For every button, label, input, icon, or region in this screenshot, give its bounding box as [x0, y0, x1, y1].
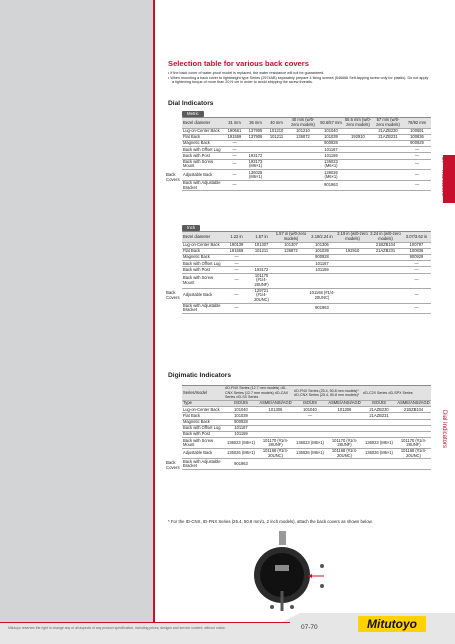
table-cell: — — [224, 273, 249, 288]
table-cell — [362, 459, 396, 470]
table-cell: 192910 — [336, 248, 369, 254]
row-label: Lug-on-Center Back — [182, 407, 224, 413]
tab-label: Indicators — [440, 170, 446, 197]
table-cell: — — [224, 261, 249, 267]
table-cell — [258, 459, 293, 470]
dial-heading: Dial Indicators — [168, 100, 214, 107]
table-cell: 136026 (M6×1) — [293, 448, 327, 459]
type-cell: ASME/ANSI/AGD — [397, 400, 430, 406]
table-cell: 101306 — [258, 407, 293, 413]
table-row — [182, 303, 431, 314]
table-cell: — — [224, 159, 245, 170]
table-cell: 101039 — [319, 134, 343, 140]
row-label: Back with Screw Mount — [182, 438, 224, 449]
table-cell: — — [224, 140, 245, 146]
header-cell: 2.19/2.24 in — [308, 232, 336, 243]
header-cell: 1.22 in — [224, 232, 249, 243]
table-cell: — — [402, 303, 431, 314]
header-cell: 1.57 in (w/0-zero models) — [275, 231, 307, 241]
header-cell: 55.6 mm (w/0-zero models) — [344, 117, 372, 127]
table-cell: — — [293, 413, 327, 419]
table-cell — [287, 170, 319, 181]
table-cell — [327, 459, 362, 470]
table-cell: 101211 — [249, 248, 274, 254]
header-cell: 78/92 mm — [403, 118, 431, 129]
table-cell: 101211 — [266, 134, 287, 140]
table-cell: 190139 — [224, 242, 249, 248]
table-cell: 193173 (M6×1) — [245, 159, 266, 170]
table-cell: — — [224, 153, 245, 159]
table-cell: — — [224, 170, 245, 181]
header-cell: 36 mm — [245, 118, 266, 129]
table-cell: 191559 — [224, 134, 245, 140]
back-covers-label-inch: Back Covers — [166, 290, 180, 300]
table-cell: 901963 — [224, 459, 258, 470]
row-label: Lug-on-Center Back — [182, 242, 224, 248]
table-cell: 900929 — [402, 254, 431, 260]
table-cell: 191559 — [224, 248, 249, 254]
row-label: Back with Post — [182, 153, 224, 159]
left-gray-margin — [0, 0, 153, 644]
table-cell: — — [403, 170, 431, 181]
table-cell: 21AZB231 — [369, 248, 402, 254]
page-title: Selection table for various back covers — [168, 59, 309, 68]
table-cell — [336, 303, 369, 314]
table-cell: 101170 (#1/4-28UNF) — [396, 438, 431, 449]
table-cell: 101306 — [308, 242, 336, 248]
table-cell: 101039 — [308, 248, 336, 254]
header-cell: 50.6/57 mm — [319, 118, 343, 129]
row-label: Back with Offset Lug — [182, 261, 224, 267]
table-cell: 101168 (#1/4-20UNC) — [308, 288, 336, 303]
table-cell: 101167 — [319, 147, 343, 153]
table-cell: — — [402, 288, 431, 303]
table-cell: 101306 — [327, 407, 362, 413]
table-row — [182, 459, 431, 470]
inch-tag: Inch — [182, 225, 200, 231]
table-cell: 100691 — [403, 128, 431, 134]
mitutoyo-logo: Mitutoyo — [358, 616, 426, 632]
table-cell: 101167 — [224, 425, 258, 431]
table-cell: — — [402, 261, 431, 267]
table-cell — [266, 180, 287, 191]
table-cell — [287, 159, 319, 170]
table-cell — [293, 459, 327, 470]
table-cell — [274, 288, 308, 303]
table-cell: 901963 — [308, 303, 336, 314]
row-label: Back with Adjustable Bracket — [182, 180, 224, 191]
row-label: Flat Back — [182, 248, 224, 254]
table-cell: 101210 — [287, 128, 319, 134]
table-cell: — — [224, 147, 245, 153]
row-label: Magnetic Back — [182, 419, 224, 425]
footnote: * For the ID-CNX, ID-FNX Series (25.4, 50.8 mm/1, 2 inch models), attach the back covers as shown below. — [168, 519, 373, 524]
table-cell: — — [224, 288, 249, 303]
table-cell: 136026 (M6×1) — [319, 170, 343, 181]
table-cell: 136026 (M6×1) — [362, 448, 396, 459]
header-cell: 40 mm (w/0-zero models) — [287, 118, 319, 129]
table-cell — [274, 303, 308, 314]
row-label: Flat Back — [182, 413, 224, 419]
table-cell: 901963 — [319, 180, 343, 191]
table-cell — [343, 159, 373, 170]
type-label: Type — [182, 401, 224, 407]
table-cell: 136025 (M6×1) — [245, 170, 266, 181]
table-cell: 101040 — [319, 128, 343, 134]
table-cell: 136026 (M6×1) — [224, 448, 258, 459]
back-covers-label-metric: Back Covers — [166, 172, 180, 182]
header-cell: 57 mm (w/0-zero models) — [373, 118, 403, 129]
table-cell: 101169 — [319, 153, 343, 159]
row-label: Lug-on-Center Back — [182, 128, 224, 134]
table-cell — [343, 180, 373, 191]
table-cell — [369, 303, 402, 314]
table-cell: 136023 (M6×1) — [293, 438, 327, 449]
table-cell: 101039 — [224, 413, 258, 419]
type-cell: ISO/JIS — [224, 401, 258, 407]
table-cell: — — [224, 180, 245, 191]
table-cell: 136872 — [287, 134, 319, 140]
table-cell — [369, 288, 402, 303]
table-row — [182, 438, 431, 449]
table-cell: 193172 — [249, 267, 274, 273]
table-cell: 101168 (#1/4-20UNC) — [396, 448, 431, 459]
type-cell: ISO/JIS — [362, 401, 396, 407]
table-cell: 100836 — [402, 248, 431, 254]
table-cell: 101168 (#1/4-20UNC) — [327, 448, 362, 459]
row-label: Back with Offset Lug — [182, 147, 224, 153]
table-cell: 193172 — [245, 153, 266, 159]
table-cell: 21AZB230 — [362, 407, 396, 413]
header-cell: 3.07/3.62 in — [402, 232, 431, 243]
table-row — [182, 180, 431, 191]
table-cell — [266, 170, 287, 181]
table-cell: — — [403, 180, 431, 191]
table-cell: — — [224, 267, 249, 273]
table-cell: 136023 (M6×1) — [362, 438, 396, 449]
table-cell: — — [403, 153, 431, 159]
note-1: • If the back cover of water-proof model is replaced, the water resistance will not be guaranteed. — [168, 71, 325, 75]
table-cell: 21BZB104 — [369, 242, 402, 248]
table-cell: 101170 (#1/4-28UNF) — [249, 273, 274, 288]
table-cell — [373, 159, 403, 170]
table-cell: 101170 (#1/4-28UNF) — [258, 438, 293, 449]
table-cell — [249, 303, 274, 314]
row-label: Back with Adjustable Bracket — [182, 303, 224, 314]
digimatic-heading: Digimatic Indicators — [168, 372, 232, 379]
table-cell: 101170 (#1/4-28UNF) — [327, 438, 362, 449]
header-cell: Bezel diameter — [182, 118, 224, 129]
inch-table — [182, 231, 431, 314]
table-cell: 136872 — [274, 248, 308, 254]
table-cell: — — [402, 273, 431, 288]
table-cell: 129721 (#1/4-20UNC) — [249, 288, 274, 303]
table-cell: 900928 — [319, 140, 343, 146]
table-cell: 137906 — [245, 134, 266, 140]
table-cell — [343, 170, 373, 181]
table-cell: 100797 — [402, 242, 431, 248]
table-cell: 101167 — [308, 261, 336, 267]
series-a: •ID-FNX Series (12.7 mm models) •ID-CNX Series (12.7 mm models) •ID-CAX Series •ID-SX Series — [224, 386, 293, 401]
table-cell — [369, 273, 402, 288]
row-label: Flat Back — [182, 134, 224, 140]
table-cell: — — [403, 147, 431, 153]
table-cell: — — [402, 267, 431, 273]
row-label: Magnetic Back — [182, 254, 224, 260]
table-cell: 21AZB231 — [373, 134, 403, 140]
header-cell: Bezel diameter — [182, 232, 224, 243]
stem-icon — [279, 531, 286, 545]
table-cell: 21AZB230 — [373, 128, 403, 134]
notes — [168, 71, 430, 85]
table-cell — [287, 180, 319, 191]
table-row — [182, 273, 431, 288]
header-cell: 2.24 in (w/0-zero models) — [370, 231, 401, 241]
tab-number: 07 — [440, 157, 446, 164]
table-cell: 190561 — [224, 128, 245, 134]
disclaimer: Mitutoyo reserves the right to change any or all aspects of any product specification, including prices, designs and service content, without notice. — [8, 626, 226, 630]
table-cell: 136023 (M6×1) — [319, 159, 343, 170]
table-row — [182, 448, 431, 459]
table-cell: 900928 — [224, 419, 258, 425]
table-cell: 101169 — [308, 267, 336, 273]
row-label: Back with Adjustable Bracket — [182, 459, 224, 470]
metric-tag: Metric — [182, 111, 204, 117]
table-cell: 101210 — [266, 128, 287, 134]
table-cell: 900929 — [403, 140, 431, 146]
table-cell: 101307 — [249, 242, 274, 248]
row-label: Adjustable Back — [182, 170, 224, 181]
indicator-illustration — [238, 531, 328, 611]
row-label: Back with Screw Mount — [182, 273, 224, 288]
note-2: • When mounting a back cover to lightweight type Series (2974AB) separately prepare 4 fixing screws (546666 Self-tapping screw only for plastic). Do not apply a tightening torque of more than 20 N·cm in order to avoid stripping the screw threads. — [168, 75, 429, 85]
table-cell: 137905 — [245, 128, 266, 134]
table-cell: 101040 — [224, 407, 258, 413]
table-header-row — [182, 232, 431, 243]
table-cell: 101307 — [274, 242, 308, 248]
header-cell: 1.57 in — [249, 232, 274, 243]
row-label: Back with Post — [182, 431, 224, 437]
red-divider — [153, 0, 155, 644]
series-c: •ID-C2X Series •ID-SPX Series — [362, 386, 431, 401]
table-cell: 21AZB231 — [362, 413, 396, 419]
table-cell — [336, 288, 369, 303]
page-number: 07-70 — [301, 624, 318, 631]
table-header-row — [182, 118, 431, 129]
table-row — [182, 159, 431, 170]
table-cell: 101169 — [224, 431, 258, 437]
back-covers-label-digimatic: Back Covers — [166, 460, 180, 470]
table-cell — [373, 180, 403, 191]
header-cell: 31 mm — [224, 118, 245, 129]
type-cell: ASME/ANSI/AGD — [259, 400, 292, 406]
header-cell: 2.19 in (w/0-zero models) — [337, 231, 368, 241]
row-label: Magnetic Back — [182, 140, 224, 146]
header-cell: 40 mm — [266, 118, 287, 129]
table-cell: 101168 (#1/4-20UNC) — [258, 448, 293, 459]
table-row — [182, 288, 431, 303]
table-cell — [245, 180, 266, 191]
row-label: Back with Post — [182, 267, 224, 273]
table-cell: 136023 (M6×1) — [224, 438, 258, 449]
table-cell — [308, 273, 336, 288]
table-cell: — — [224, 254, 249, 260]
series-b: •ID-FNX Series (25.4, 50.8 mm models)* •ID-CNX Series (25.4, 50.8 mm models)* — [293, 386, 362, 401]
table-cell: — — [224, 303, 249, 314]
table-row — [182, 170, 431, 181]
row-label: Back with Offset Lug — [182, 425, 224, 431]
table-cell: 192910 — [343, 134, 373, 140]
metric-table — [182, 117, 431, 191]
table-cell: 100836 — [403, 134, 431, 140]
dial-indicators-side-label: Dial Indicators — [441, 410, 447, 449]
row-label: Adjustable Back — [182, 288, 224, 303]
series-label: Series/model — [182, 386, 224, 401]
table-cell — [396, 459, 431, 470]
table-cell — [266, 159, 287, 170]
type-cell: ASME/ANSI/AGD — [328, 400, 361, 406]
table-cell — [373, 170, 403, 181]
table-cell — [274, 273, 308, 288]
row-label: Back with Screw Mount — [182, 159, 224, 170]
digimatic-table — [182, 385, 431, 470]
row-label: Adjustable Back — [182, 448, 224, 459]
type-cell: ISO/JIS — [293, 401, 327, 407]
table-cell: — — [403, 159, 431, 170]
table-cell: 101040 — [293, 407, 327, 413]
table-cell — [336, 273, 369, 288]
table-cell: 21BZB104 — [396, 407, 431, 413]
table-cell: 900928 — [308, 254, 336, 260]
